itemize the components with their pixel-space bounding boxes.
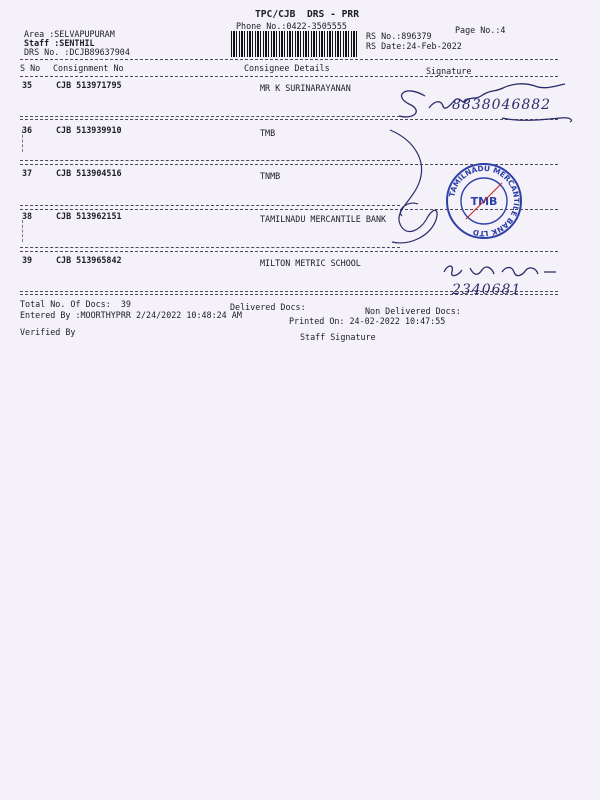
row-consignment: CJB 513962151 (56, 211, 122, 221)
row-consignee: TNMB (260, 171, 281, 181)
bank-stamp (444, 161, 524, 241)
row-rule (20, 247, 400, 248)
row-rule (20, 205, 400, 206)
signature-loop (370, 120, 450, 260)
handwritten-phone: 8838046882 (452, 97, 552, 113)
col-sno: S No (20, 63, 41, 73)
margin-mark (22, 220, 23, 242)
row-sno: 38 (22, 211, 33, 221)
phone-number: Phone No.:0422-3505555 (236, 21, 347, 31)
total-docs: Total No. Of Docs: 39 (20, 299, 131, 309)
header-rule-top (20, 59, 558, 60)
row-sno: 35 (22, 80, 33, 90)
non-delivered-docs: Non Delivered Docs: (365, 306, 461, 316)
row-consignee: MR K SURINARAYANAN (260, 83, 351, 93)
rs-number: RS No.:896379 (366, 31, 432, 41)
row-consignee: TMB (260, 128, 276, 138)
tamil-signature (440, 262, 560, 282)
row-consignee: MILTON METRIC SCHOOL (260, 258, 361, 268)
delivered-docs: Delivered Docs: (230, 302, 306, 312)
stamp-center-text: TMB (470, 195, 498, 208)
document-title: TPC/CJB DRS - PRR (255, 9, 359, 20)
row-rule (20, 160, 400, 161)
entered-by: Entered By :MOORTHYPRR 2/24/2022 10:48:24 AM (20, 310, 242, 320)
row-consignment: CJB 513965842 (56, 255, 122, 265)
row-sno: 37 (22, 168, 33, 178)
col-signature: Signature (426, 66, 472, 76)
rs-date: RS Date:24-Feb-2022 (366, 41, 462, 51)
row-consignee: TAMILNADU MERCANTILE BANK (260, 214, 387, 224)
page-number: Page No.:4 (455, 25, 506, 35)
underline-scribble (500, 108, 580, 126)
handwritten-receipt-number: 2340681 (452, 282, 522, 298)
staff-signature: Staff Signature (300, 332, 376, 342)
col-consignee: Consignee Details (244, 63, 330, 73)
stamp-ring-text: TAMILNADU MERCANTILE BANK LTD (447, 163, 522, 239)
row-sno: 39 (22, 255, 33, 265)
row-sno: 36 (22, 125, 33, 135)
row-rule (20, 251, 558, 252)
col-consignment: Consignment No (53, 63, 124, 73)
row-consignment: CJB 513971795 (56, 80, 122, 90)
row-consignment: CJB 513939910 (56, 125, 122, 135)
barcode-image (231, 31, 359, 57)
area-label: Area :SELVAPUPURAM (24, 29, 115, 39)
drs-number: DRS No. :DCJB89637904 (24, 47, 130, 57)
verified-by: Verified By (20, 327, 76, 337)
row-rule (20, 116, 400, 117)
printed-on: Printed On: 24-02-2022 10:47:55 (289, 316, 446, 326)
staff-label: Staff :SENTHIL (24, 38, 95, 48)
row-consignment: CJB 513904516 (56, 168, 122, 178)
